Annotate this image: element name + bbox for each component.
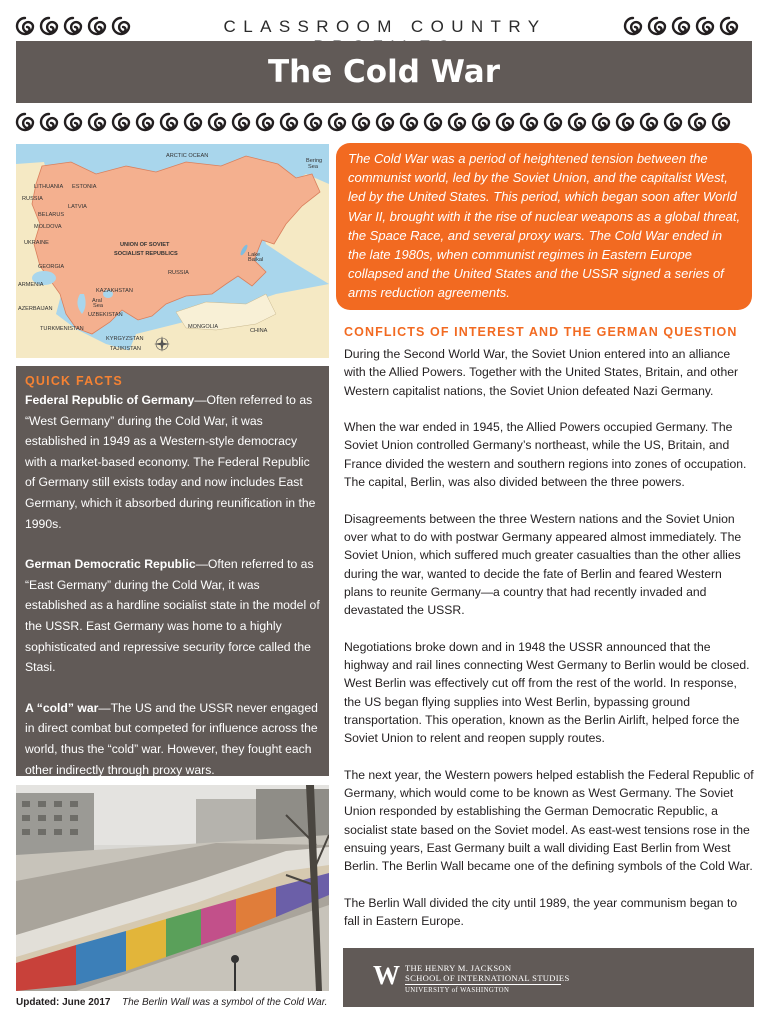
intro-text: The Cold War was a period of heightened tension between the communist world, led by the Soviet Union, and the capitalist West, led by the United States. This period, which began soon after World War II, brought with it the rise of nuclear weapons as a global threat, the Space Race, and several proxy wars. The Cold War ended in the late 1980s, when communist regimes in Eastern Europe collapsed and the United States and the USSR signed a series of arms reduction agreements. — [348, 151, 741, 301]
series-title: CLASSROOM COUNTRY — [223, 17, 547, 36]
berlin-wall-illustration — [16, 785, 329, 991]
ussr-map — [16, 144, 329, 358]
quick-fact-text: —The US and the USSR never engaged in direct combat but competed for influence across the world, thus the “cold” war. However, they fought each other indirectly through proxy wars. — [25, 700, 318, 777]
map-label-turkmenistan: TURKMENISTAN — [40, 326, 84, 332]
swirl-ornament-icon — [542, 111, 564, 133]
swirl-ornament-icon — [398, 111, 420, 133]
swirl-ornament-icon — [182, 111, 204, 133]
swirl-ornament-icon — [38, 111, 60, 133]
swirl-ornament-icon — [14, 15, 36, 37]
map-label-kazakhstan: KAZAKHSTAN — [96, 288, 133, 294]
swirl-ornament-icon — [686, 111, 708, 133]
swirl-ornament-icon — [62, 111, 84, 133]
map-label-aral: Aral — [92, 298, 102, 304]
body-paragraph: Negotiations broke down and in 1948 the USSR announced that the highway and rail lines connecting West Germany to Berlin would be closed. West Berlin was effectively cut off from the rest of the world. In response, the US began flying supplies into West Berlin, bypassing ground transportation. This operation, known as the Berlin Airlift, helped force the Soviet Union to relent and reopen supply routes. — [344, 639, 750, 746]
decorative-swirl-border — [14, 111, 756, 133]
swirl-ornament-icon — [302, 111, 324, 133]
quick-fact-term: A “cold” war — [25, 700, 99, 715]
swirl-ornament-icon — [110, 111, 132, 133]
quick-fact-item — [25, 698, 321, 780]
map-label-baikal-2: Baikal — [248, 257, 264, 263]
map-label-tajikistan: TAJIKISTAN — [110, 346, 141, 352]
map-label-latvia: LATVIA — [68, 204, 87, 210]
map-label-baikal-1: Lake — [248, 252, 261, 258]
body-paragraph: Disagreements between the three Western nations and the Soviet Union over what to do with postwar Germany appeared almost immediately. The Soviet Union, which suffered much greater casualties than the other allies during the war, wanted to decide the fate of Berlin and feared Western plans to reunite Germany—a country that had recently invaded and devastated the USSR. — [344, 511, 742, 618]
swirl-ornament-icon — [230, 111, 252, 133]
map-label-bering: Bering — [306, 158, 323, 164]
map-label-aral-sea: Sea — [93, 303, 103, 309]
swirl-ornament-icon — [494, 111, 516, 133]
logo-divider — [405, 984, 561, 985]
uw-logo-bar — [343, 948, 754, 1007]
quick-fact-text: —Often referred to as “West Germany” during the Cold War, it was established in 1949 as a Western-style democracy with a market-based economy. The Federal Republic of Germany still exists today and now includes East Germany, which it absorbed during reunification in the 1990s. — [25, 393, 316, 531]
map-label-georgia: GEORGIA — [38, 264, 65, 270]
swirl-ornament-icon — [662, 111, 684, 133]
swirl-ornament-icon — [718, 15, 740, 37]
swirl-ornament-icon — [374, 111, 396, 133]
berlin-wall-photo — [16, 785, 329, 991]
swirl-ornament-icon — [646, 15, 668, 37]
map-label-china: CHINA — [250, 328, 268, 334]
swirl-ornament-icon — [638, 111, 660, 133]
swirl-ornament-icon — [158, 111, 180, 133]
swirl-ornament-icon — [86, 111, 108, 133]
swirl-ornament-icon — [518, 111, 540, 133]
swirl-ornament-icon — [326, 111, 348, 133]
swirl-ornament-icon — [38, 15, 60, 37]
quick-fact-item — [25, 390, 321, 534]
map-label-moldova: MOLDOVA — [34, 224, 62, 230]
swirl-ornament-icon — [110, 15, 132, 37]
swirl-ornament-icon — [446, 111, 468, 133]
map-label-ussr-line2: SOCIALIST REPUBLICS — [114, 251, 178, 257]
quick-facts-heading: QUICK FACTS — [25, 374, 123, 388]
swirl-ornament-icon — [134, 111, 156, 133]
quick-fact-term: German Democratic Republic — [25, 557, 196, 572]
quick-facts-panel — [16, 366, 329, 776]
swirl-ornament-icon — [254, 111, 276, 133]
map-label-russia-west: RUSSIA — [22, 196, 43, 202]
uw-w-logo: W — [373, 960, 400, 990]
map-label-mongolia: MONGOLIA — [188, 324, 219, 330]
map-label-estonia: ESTONIA — [72, 184, 97, 190]
updated-date: Updated: June 2017 — [16, 997, 111, 1008]
body-paragraph: The next year, the Western powers helped establish the Federal Republic of Germany, which would come to be known as West Germany. The Soviet Union responded by establishing the German Democratic Republic, a socialist state based on the Soviet model. As east-west tensions rose in the ensuing years, East Germany built a wall dividing East Berlin from West Berlin. The Berlin Wall became one of the defining symbols of the Cold War. — [344, 767, 754, 874]
ussr-map-graphic — [16, 144, 329, 358]
decorative-swirl-border-left — [14, 15, 148, 37]
swirl-ornament-icon — [278, 111, 300, 133]
page-title: The Cold War — [16, 41, 752, 103]
logo-line-1: THE HENRY M. JACKSON — [405, 963, 512, 973]
swirl-ornament-icon — [62, 15, 84, 37]
body-paragraph: During the Second World War, the Soviet Union entered into an alliance with the Allied Powers. Together with the United States, Britain, and other Western capitalist nations, the Soviet Union defeated Nazi Germany. — [344, 347, 739, 398]
map-label-lithuania: LITHUANIA — [34, 184, 64, 190]
logo-line-2: SCHOOL OF INTERNATIONAL STUDIES — [405, 973, 570, 983]
decorative-swirl-border-right — [622, 15, 756, 37]
quick-fact-term: Federal Republic of Germany — [25, 393, 195, 407]
swirl-ornament-icon — [470, 111, 492, 133]
map-label-belarus: BELARUS — [38, 212, 65, 218]
swirl-ornament-icon — [710, 111, 732, 133]
map-label-armenia: ARMENIA — [18, 282, 44, 288]
swirl-ornament-icon — [670, 15, 692, 37]
body-text — [344, 345, 754, 949]
quick-fact-item — [25, 554, 321, 678]
map-label-ussr-line1: UNION OF SOVIET — [120, 242, 170, 248]
logo-line-3: UNIVERSITY of WASHINGTON — [405, 987, 510, 994]
photo-caption: The Berlin Wall was a symbol of the Cold War. — [122, 997, 328, 1008]
swirl-ornament-icon — [86, 15, 108, 37]
swirl-ornament-icon — [14, 111, 36, 133]
map-label-arctic: ARCTIC OCEAN — [166, 153, 209, 159]
swirl-ornament-icon — [590, 111, 612, 133]
swirl-ornament-icon — [566, 111, 588, 133]
swirl-ornament-icon — [694, 15, 716, 37]
swirl-ornament-icon — [350, 111, 372, 133]
map-label-uzbekistan: UZBEKISTAN — [88, 312, 123, 318]
swirl-ornament-icon — [614, 111, 636, 133]
map-label-russia: RUSSIA — [168, 270, 189, 276]
map-label-kyrgyzstan: KYRGYZSTAN — [106, 336, 144, 342]
map-label-sea: Sea — [308, 164, 318, 170]
body-paragraph: The Berlin Wall divided the city until 1989, the year communism began to fall in Eastern Europe. — [344, 895, 738, 929]
conflicts-heading: CONFLICTS OF INTEREST AND THE GERMAN QUESTION — [344, 325, 738, 339]
swirl-ornament-icon — [422, 111, 444, 133]
swirl-ornament-icon — [206, 111, 228, 133]
map-label-ukraine: UKRAINE — [24, 240, 49, 246]
quick-fact-text: —Often referred to as “East Germany” during the Cold War, it was established as a hardline socialist state in the model of the USSR. East Germany was home to a highly sophisticated and repressive security force called the Stasi. — [25, 557, 320, 675]
intro-box — [336, 143, 752, 310]
body-paragraph: When the war ended in 1945, the Allied Powers occupied Germany. The Soviet Union controlled Germany’s northeast, while the US, Britain, and France divided the western and southern regions into zones of occupation. The capital, Berlin, was also divided between the three powers. — [344, 420, 747, 490]
swirl-ornament-icon — [622, 15, 644, 37]
map-label-azerbaijan: AZERBAIJAN — [18, 306, 53, 312]
